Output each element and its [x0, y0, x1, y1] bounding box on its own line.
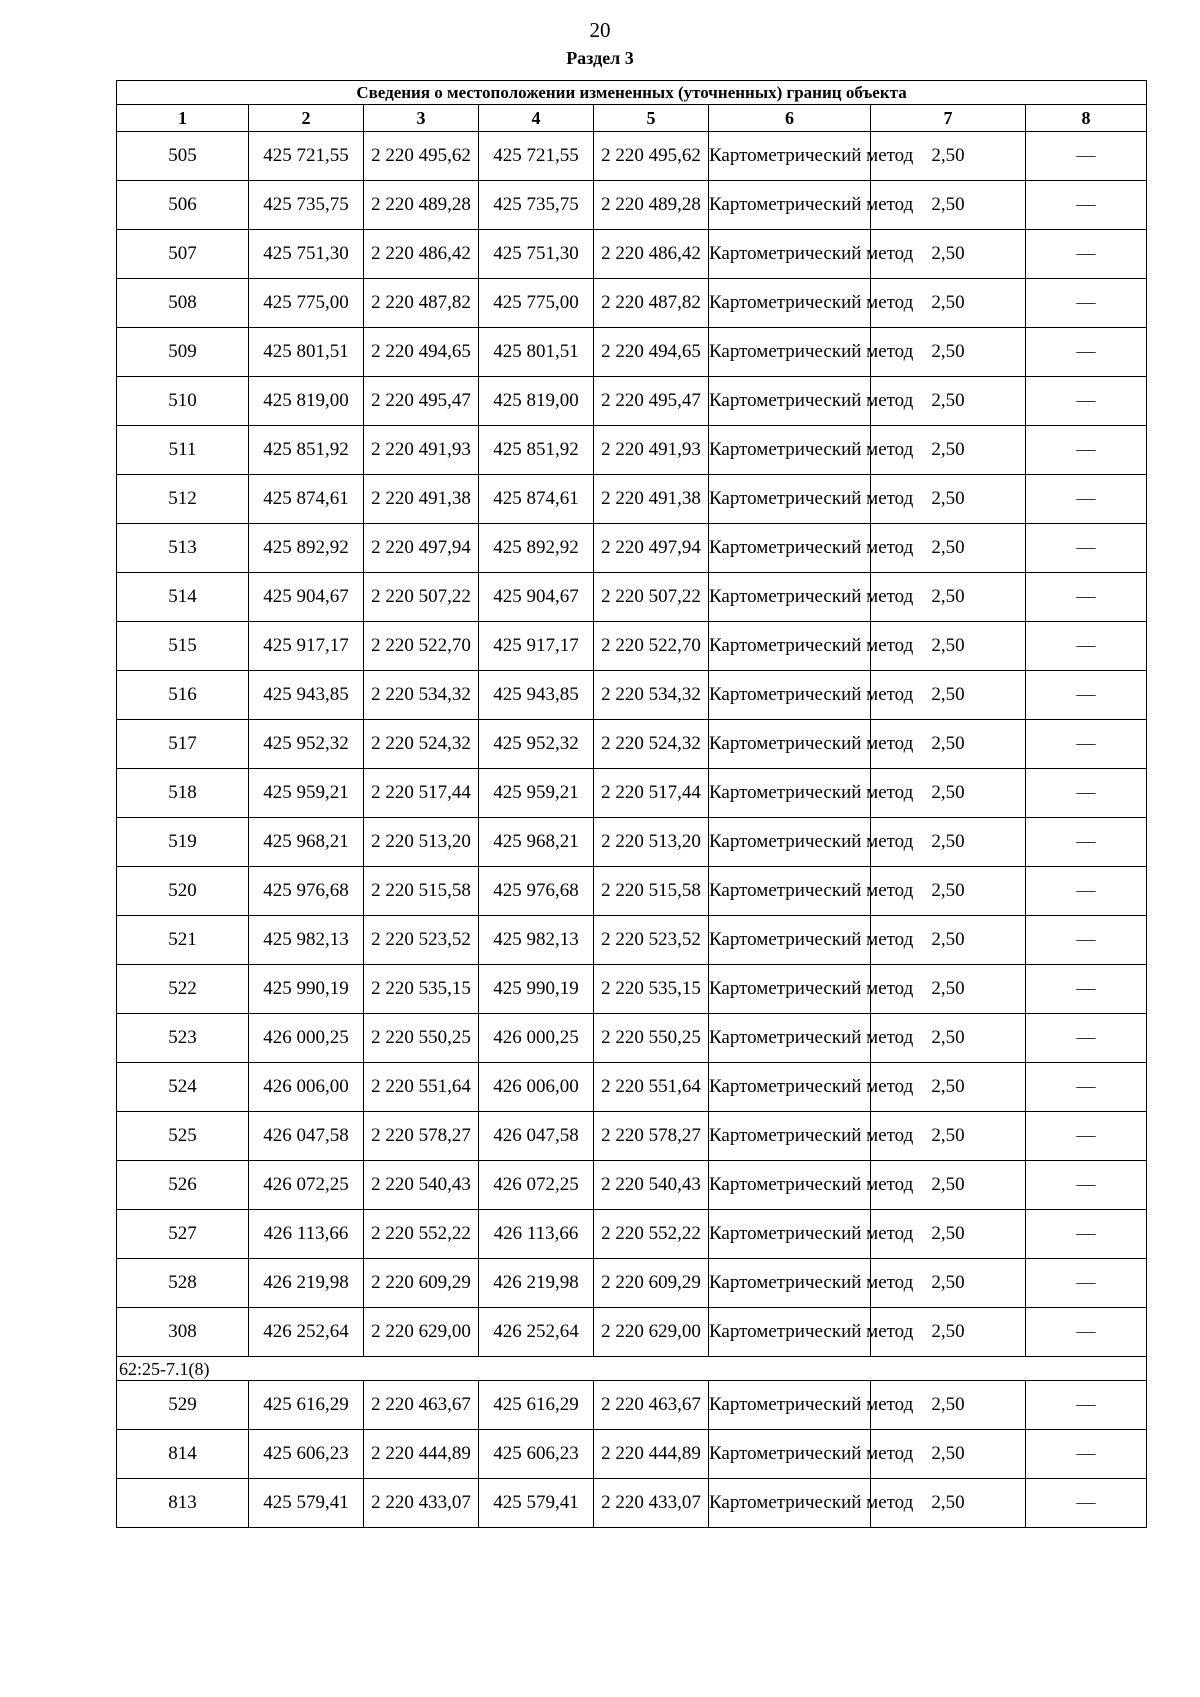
method-cell: Картометрический метод [709, 1014, 871, 1063]
description-cell: — [1026, 818, 1147, 867]
method-cell: Картометрический метод [709, 1161, 871, 1210]
x-coordinate-cell: 425 968,21 [479, 818, 594, 867]
x-coordinate-cell: 425 959,21 [479, 769, 594, 818]
y-coordinate-cell: 2 220 513,20 [364, 818, 479, 867]
x-coordinate-cell: 425 851,92 [479, 426, 594, 475]
method-cell: Картометрический метод [709, 279, 871, 328]
x-coordinate-cell: 426 006,00 [249, 1063, 364, 1112]
method-cell: Картометрический метод [709, 1479, 871, 1528]
column-header: 2 [249, 105, 364, 132]
table-row [117, 230, 1147, 279]
x-coordinate-cell: 425 579,41 [249, 1479, 364, 1528]
x-coordinate-cell: 425 606,23 [479, 1430, 594, 1479]
y-coordinate-cell: 2 220 609,29 [364, 1259, 479, 1308]
accuracy-cell: 2,50 [871, 524, 1026, 573]
x-coordinate-cell: 425 616,29 [249, 1381, 364, 1430]
x-coordinate-cell: 425 616,29 [479, 1381, 594, 1430]
y-coordinate-cell: 2 220 433,07 [594, 1479, 709, 1528]
description-cell: — [1026, 377, 1147, 426]
y-coordinate-cell: 2 220 491,93 [594, 426, 709, 475]
point-number-cell: 521 [117, 916, 249, 965]
y-coordinate-cell: 2 220 534,32 [364, 671, 479, 720]
x-coordinate-cell: 425 990,19 [479, 965, 594, 1014]
y-coordinate-cell: 2 220 495,47 [594, 377, 709, 426]
x-coordinate-cell: 425 943,85 [249, 671, 364, 720]
x-coordinate-cell: 425 775,00 [479, 279, 594, 328]
description-cell: — [1026, 1381, 1147, 1430]
accuracy-cell: 2,50 [871, 573, 1026, 622]
point-number-cell: 523 [117, 1014, 249, 1063]
description-cell: — [1026, 328, 1147, 377]
y-coordinate-cell: 2 220 495,62 [594, 132, 709, 181]
point-number-cell: 814 [117, 1430, 249, 1479]
accuracy-cell: 2,50 [871, 1063, 1026, 1112]
accuracy-cell: 2,50 [871, 328, 1026, 377]
table-row [117, 524, 1147, 573]
method-cell: Картометрический метод [709, 377, 871, 426]
table-row [117, 1479, 1147, 1528]
accuracy-cell: 2,50 [871, 1210, 1026, 1259]
description-cell: — [1026, 965, 1147, 1014]
method-cell: Картометрический метод [709, 181, 871, 230]
table-row [117, 377, 1147, 426]
method-cell: Картометрический метод [709, 622, 871, 671]
y-coordinate-cell: 2 220 507,22 [594, 573, 709, 622]
description-cell: — [1026, 181, 1147, 230]
accuracy-cell: 2,50 [871, 671, 1026, 720]
y-coordinate-cell: 2 220 522,70 [364, 622, 479, 671]
description-cell: — [1026, 1479, 1147, 1528]
table-row [117, 1259, 1147, 1308]
table-row [117, 769, 1147, 818]
y-coordinate-cell: 2 220 491,93 [364, 426, 479, 475]
accuracy-cell: 2,50 [871, 1308, 1026, 1357]
x-coordinate-cell: 426 252,64 [479, 1308, 594, 1357]
column-header: 7 [871, 105, 1026, 132]
table-row [117, 1308, 1147, 1357]
x-coordinate-cell: 425 874,61 [249, 475, 364, 524]
table-row [117, 573, 1147, 622]
accuracy-cell: 2,50 [871, 769, 1026, 818]
x-coordinate-cell: 425 959,21 [249, 769, 364, 818]
table-caption: Сведения о местоположении измененных (уточненных) границ объекта [117, 81, 1147, 105]
x-coordinate-cell: 425 952,32 [479, 720, 594, 769]
point-number-cell: 519 [117, 818, 249, 867]
y-coordinate-cell: 2 220 524,32 [364, 720, 479, 769]
x-coordinate-cell: 425 819,00 [249, 377, 364, 426]
x-coordinate-cell: 425 990,19 [249, 965, 364, 1014]
x-coordinate-cell: 425 976,68 [479, 867, 594, 916]
accuracy-cell: 2,50 [871, 916, 1026, 965]
method-cell: Картометрический метод [709, 328, 871, 377]
x-coordinate-cell: 426 219,98 [249, 1259, 364, 1308]
y-coordinate-cell: 2 220 497,94 [594, 524, 709, 573]
y-coordinate-cell: 2 220 515,58 [594, 867, 709, 916]
x-coordinate-cell: 426 000,25 [479, 1014, 594, 1063]
x-coordinate-cell: 425 892,92 [479, 524, 594, 573]
table-row [117, 1014, 1147, 1063]
y-coordinate-cell: 2 220 444,89 [364, 1430, 479, 1479]
x-coordinate-cell: 425 904,67 [249, 573, 364, 622]
description-cell: — [1026, 573, 1147, 622]
y-coordinate-cell: 2 220 550,25 [594, 1014, 709, 1063]
table-row [117, 1112, 1147, 1161]
table-row [117, 720, 1147, 769]
point-number-cell: 516 [117, 671, 249, 720]
column-header: 4 [479, 105, 594, 132]
method-cell: Картометрический метод [709, 1112, 871, 1161]
point-number-cell: 517 [117, 720, 249, 769]
y-coordinate-cell: 2 220 523,52 [364, 916, 479, 965]
accuracy-cell: 2,50 [871, 720, 1026, 769]
description-cell: — [1026, 1112, 1147, 1161]
point-number-cell: 511 [117, 426, 249, 475]
y-coordinate-cell: 2 220 540,43 [594, 1161, 709, 1210]
point-number-cell: 510 [117, 377, 249, 426]
x-coordinate-cell: 425 801,51 [249, 328, 364, 377]
method-cell: Картометрический метод [709, 132, 871, 181]
method-cell: Картометрический метод [709, 818, 871, 867]
y-coordinate-cell: 2 220 524,32 [594, 720, 709, 769]
x-coordinate-cell: 426 219,98 [479, 1259, 594, 1308]
y-coordinate-cell: 2 220 444,89 [594, 1430, 709, 1479]
method-cell: Картометрический метод [709, 1210, 871, 1259]
method-cell: Картометрический метод [709, 1430, 871, 1479]
group-row [117, 1357, 1147, 1381]
table-row [117, 279, 1147, 328]
point-number-cell: 524 [117, 1063, 249, 1112]
accuracy-cell: 2,50 [871, 1014, 1026, 1063]
method-cell: Картометрический метод [709, 867, 871, 916]
table-row [117, 1063, 1147, 1112]
y-coordinate-cell: 2 220 629,00 [364, 1308, 479, 1357]
section-title: Раздел 3 [566, 48, 634, 68]
y-coordinate-cell: 2 220 497,94 [364, 524, 479, 573]
table-row [117, 426, 1147, 475]
point-number-cell: 529 [117, 1381, 249, 1430]
column-header: 8 [1026, 105, 1147, 132]
x-coordinate-cell: 426 047,58 [249, 1112, 364, 1161]
point-number-cell: 308 [117, 1308, 249, 1357]
table-row [117, 475, 1147, 524]
y-coordinate-cell: 2 220 494,65 [594, 328, 709, 377]
y-coordinate-cell: 2 220 463,67 [364, 1381, 479, 1430]
description-cell: — [1026, 524, 1147, 573]
table-header-row [117, 105, 1147, 132]
x-coordinate-cell: 425 751,30 [249, 230, 364, 279]
x-coordinate-cell: 425 917,17 [479, 622, 594, 671]
point-number-cell: 527 [117, 1210, 249, 1259]
y-coordinate-cell: 2 220 486,42 [364, 230, 479, 279]
method-cell: Картометрический метод [709, 965, 871, 1014]
method-cell: Картометрический метод [709, 671, 871, 720]
y-coordinate-cell: 2 220 540,43 [364, 1161, 479, 1210]
y-coordinate-cell: 2 220 578,27 [594, 1112, 709, 1161]
description-cell: — [1026, 1063, 1147, 1112]
point-number-cell: 506 [117, 181, 249, 230]
point-number-cell: 508 [117, 279, 249, 328]
coordinates-table [116, 80, 1147, 1528]
table-body [117, 132, 1147, 1528]
x-coordinate-cell: 425 735,75 [249, 181, 364, 230]
table-row [117, 867, 1147, 916]
table-row [117, 1210, 1147, 1259]
accuracy-cell: 2,50 [871, 426, 1026, 475]
x-coordinate-cell: 426 072,25 [479, 1161, 594, 1210]
method-cell: Картометрический метод [709, 475, 871, 524]
x-coordinate-cell: 425 904,67 [479, 573, 594, 622]
accuracy-cell: 2,50 [871, 377, 1026, 426]
accuracy-cell: 2,50 [871, 1259, 1026, 1308]
x-coordinate-cell: 425 801,51 [479, 328, 594, 377]
table-row [117, 1161, 1147, 1210]
x-coordinate-cell: 425 721,55 [479, 132, 594, 181]
description-cell: — [1026, 1210, 1147, 1259]
accuracy-cell: 2,50 [871, 818, 1026, 867]
accuracy-cell: 2,50 [871, 1479, 1026, 1528]
x-coordinate-cell: 426 006,00 [479, 1063, 594, 1112]
description-cell: — [1026, 279, 1147, 328]
x-coordinate-cell: 425 721,55 [249, 132, 364, 181]
x-coordinate-cell: 425 917,17 [249, 622, 364, 671]
x-coordinate-cell: 425 982,13 [249, 916, 364, 965]
x-coordinate-cell: 426 072,25 [249, 1161, 364, 1210]
accuracy-cell: 2,50 [871, 867, 1026, 916]
point-number-cell: 507 [117, 230, 249, 279]
method-cell: Картометрический метод [709, 916, 871, 965]
description-cell: — [1026, 1014, 1147, 1063]
method-cell: Картометрический метод [709, 769, 871, 818]
x-coordinate-cell: 425 851,92 [249, 426, 364, 475]
point-number-cell: 522 [117, 965, 249, 1014]
x-coordinate-cell: 425 874,61 [479, 475, 594, 524]
x-coordinate-cell: 425 952,32 [249, 720, 364, 769]
x-coordinate-cell: 425 751,30 [479, 230, 594, 279]
description-cell: — [1026, 475, 1147, 524]
x-coordinate-cell: 425 982,13 [479, 916, 594, 965]
y-coordinate-cell: 2 220 513,20 [594, 818, 709, 867]
y-coordinate-cell: 2 220 551,64 [364, 1063, 479, 1112]
table-row [117, 916, 1147, 965]
column-header: 6 [709, 105, 871, 132]
y-coordinate-cell: 2 220 552,22 [594, 1210, 709, 1259]
x-coordinate-cell: 425 892,92 [249, 524, 364, 573]
table-row [117, 1381, 1147, 1430]
y-coordinate-cell: 2 220 491,38 [594, 475, 709, 524]
point-number-cell: 518 [117, 769, 249, 818]
accuracy-cell: 2,50 [871, 230, 1026, 279]
y-coordinate-cell: 2 220 609,29 [594, 1259, 709, 1308]
column-header: 1 [117, 105, 249, 132]
point-number-cell: 505 [117, 132, 249, 181]
group-label: 62:25-7.1(8) [117, 1357, 1147, 1381]
column-header: 3 [364, 105, 479, 132]
description-cell: — [1026, 671, 1147, 720]
y-coordinate-cell: 2 220 507,22 [364, 573, 479, 622]
description-cell: — [1026, 132, 1147, 181]
method-cell: Картометрический метод [709, 720, 871, 769]
accuracy-cell: 2,50 [871, 965, 1026, 1014]
accuracy-cell: 2,50 [871, 279, 1026, 328]
method-cell: Картометрический метод [709, 1381, 871, 1430]
y-coordinate-cell: 2 220 534,32 [594, 671, 709, 720]
y-coordinate-cell: 2 220 522,70 [594, 622, 709, 671]
table-row [117, 181, 1147, 230]
description-cell: — [1026, 720, 1147, 769]
y-coordinate-cell: 2 220 495,62 [364, 132, 479, 181]
accuracy-cell: 2,50 [871, 1381, 1026, 1430]
accuracy-cell: 2,50 [871, 1161, 1026, 1210]
accuracy-cell: 2,50 [871, 181, 1026, 230]
point-number-cell: 512 [117, 475, 249, 524]
accuracy-cell: 2,50 [871, 1430, 1026, 1479]
description-cell: — [1026, 769, 1147, 818]
y-coordinate-cell: 2 220 523,52 [594, 916, 709, 965]
y-coordinate-cell: 2 220 487,82 [364, 279, 479, 328]
x-coordinate-cell: 425 943,85 [479, 671, 594, 720]
y-coordinate-cell: 2 220 535,15 [364, 965, 479, 1014]
x-coordinate-cell: 425 976,68 [249, 867, 364, 916]
y-coordinate-cell: 2 220 491,38 [364, 475, 479, 524]
x-coordinate-cell: 426 113,66 [249, 1210, 364, 1259]
page-number: 20 [589, 18, 611, 42]
y-coordinate-cell: 2 220 552,22 [364, 1210, 479, 1259]
point-number-cell: 515 [117, 622, 249, 671]
description-cell: — [1026, 1259, 1147, 1308]
x-coordinate-cell: 426 252,64 [249, 1308, 364, 1357]
y-coordinate-cell: 2 220 535,15 [594, 965, 709, 1014]
y-coordinate-cell: 2 220 495,47 [364, 377, 479, 426]
point-number-cell: 509 [117, 328, 249, 377]
point-number-cell: 520 [117, 867, 249, 916]
point-number-cell: 525 [117, 1112, 249, 1161]
y-coordinate-cell: 2 220 486,42 [594, 230, 709, 279]
x-coordinate-cell: 425 579,41 [479, 1479, 594, 1528]
y-coordinate-cell: 2 220 629,00 [594, 1308, 709, 1357]
method-cell: Картометрический метод [709, 1063, 871, 1112]
x-coordinate-cell: 425 968,21 [249, 818, 364, 867]
y-coordinate-cell: 2 220 517,44 [364, 769, 479, 818]
table-row [117, 328, 1147, 377]
description-cell: — [1026, 1430, 1147, 1479]
table-row [117, 818, 1147, 867]
x-coordinate-cell: 426 000,25 [249, 1014, 364, 1063]
description-cell: — [1026, 622, 1147, 671]
table-row [117, 671, 1147, 720]
accuracy-cell: 2,50 [871, 1112, 1026, 1161]
y-coordinate-cell: 2 220 515,58 [364, 867, 479, 916]
accuracy-cell: 2,50 [871, 132, 1026, 181]
table-row [117, 622, 1147, 671]
description-cell: — [1026, 1308, 1147, 1357]
y-coordinate-cell: 2 220 463,67 [594, 1381, 709, 1430]
accuracy-cell: 2,50 [871, 622, 1026, 671]
table-row [117, 1430, 1147, 1479]
x-coordinate-cell: 426 113,66 [479, 1210, 594, 1259]
x-coordinate-cell: 425 606,23 [249, 1430, 364, 1479]
x-coordinate-cell: 425 775,00 [249, 279, 364, 328]
method-cell: Картометрический метод [709, 524, 871, 573]
y-coordinate-cell: 2 220 487,82 [594, 279, 709, 328]
method-cell: Картометрический метод [709, 1308, 871, 1357]
y-coordinate-cell: 2 220 433,07 [364, 1479, 479, 1528]
description-cell: — [1026, 230, 1147, 279]
y-coordinate-cell: 2 220 517,44 [594, 769, 709, 818]
method-cell: Картометрический метод [709, 1259, 871, 1308]
table-row [117, 965, 1147, 1014]
point-number-cell: 528 [117, 1259, 249, 1308]
y-coordinate-cell: 2 220 489,28 [364, 181, 479, 230]
y-coordinate-cell: 2 220 578,27 [364, 1112, 479, 1161]
point-number-cell: 813 [117, 1479, 249, 1528]
column-header: 5 [594, 105, 709, 132]
point-number-cell: 513 [117, 524, 249, 573]
description-cell: — [1026, 426, 1147, 475]
y-coordinate-cell: 2 220 551,64 [594, 1063, 709, 1112]
table-row [117, 132, 1147, 181]
x-coordinate-cell: 426 047,58 [479, 1112, 594, 1161]
x-coordinate-cell: 425 819,00 [479, 377, 594, 426]
y-coordinate-cell: 2 220 550,25 [364, 1014, 479, 1063]
description-cell: — [1026, 1161, 1147, 1210]
accuracy-cell: 2,50 [871, 475, 1026, 524]
y-coordinate-cell: 2 220 494,65 [364, 328, 479, 377]
description-cell: — [1026, 916, 1147, 965]
method-cell: Картометрический метод [709, 230, 871, 279]
point-number-cell: 526 [117, 1161, 249, 1210]
method-cell: Картометрический метод [709, 426, 871, 475]
method-cell: Картометрический метод [709, 573, 871, 622]
x-coordinate-cell: 425 735,75 [479, 181, 594, 230]
y-coordinate-cell: 2 220 489,28 [594, 181, 709, 230]
description-cell: — [1026, 867, 1147, 916]
point-number-cell: 514 [117, 573, 249, 622]
